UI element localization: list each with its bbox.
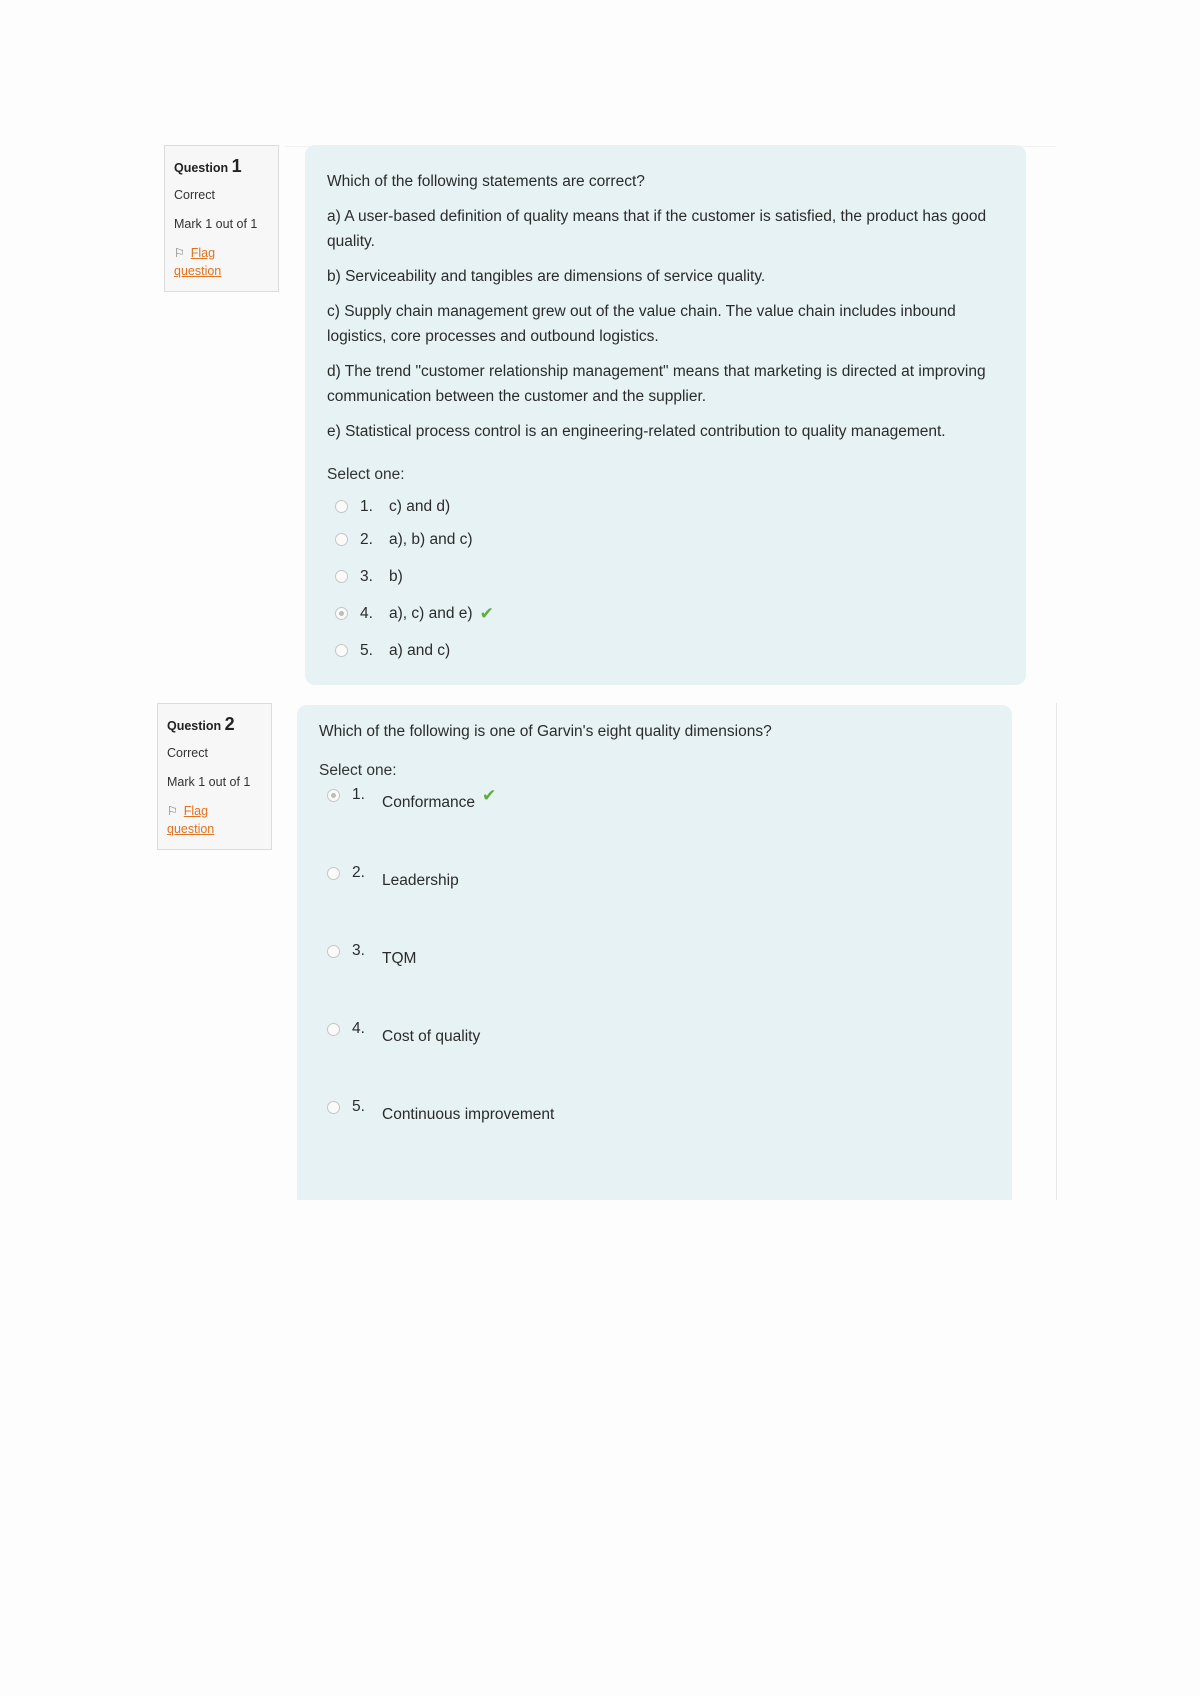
statement-b: b) Serviceability and tangibles are dimensions of service quality. — [327, 268, 766, 285]
select-one-prompt: Select one: — [327, 466, 405, 483]
right-divider — [1056, 703, 1057, 1200]
statement-e: e) Statistical process control is an engineering-related contribution to quality management. — [327, 423, 946, 440]
flag-question-link-2[interactable]: ⚐ Flag question — [167, 803, 215, 837]
radio-button-checked[interactable] — [327, 789, 340, 802]
option-number: 5. — [360, 641, 373, 659]
option-label: Cost of quality — [382, 1028, 481, 1045]
radio-button[interactable] — [335, 644, 348, 657]
option-label: Continuous improvement — [382, 1106, 555, 1123]
option-number: 1. — [352, 786, 365, 803]
radio-button[interactable] — [335, 533, 348, 546]
option-number: 2. — [360, 530, 373, 548]
statement-a: a) A user-based definition of quality means that if the customer is satisfied, the product has good quality. — [327, 208, 987, 250]
option-number: 3. — [360, 567, 373, 585]
answer-option-selected[interactable] — [327, 595, 1004, 632]
question-stem: Which of the following statements are correct? — [327, 173, 645, 190]
option-number: 1. — [360, 497, 373, 515]
option-number: 4. — [360, 604, 373, 622]
radio-button[interactable] — [327, 1023, 340, 1036]
question-text-1 — [327, 169, 1004, 444]
option-label: b) — [389, 567, 403, 585]
question-info-1 — [164, 145, 279, 292]
answer-option-selected[interactable] — [319, 786, 990, 864]
check-icon: ✔ — [479, 603, 494, 623]
option-label: a), c) and e) — [389, 604, 473, 622]
question-text-2 — [319, 719, 990, 744]
question-info-2 — [157, 703, 272, 850]
option-number: 2. — [352, 864, 365, 881]
option-label: Conformance — [382, 794, 476, 811]
answer-option[interactable] — [319, 1020, 990, 1098]
question-1 — [150, 145, 1058, 685]
option-label: a), b) and c) — [389, 530, 473, 548]
option-number: 3. — [352, 942, 365, 959]
question-content-1 — [305, 145, 1026, 685]
question-grade-2: Mark 1 out of 1 — [167, 774, 251, 789]
question-stem: Which of the following is one of Garvin's eight quality dimensions? — [319, 723, 772, 740]
radio-button[interactable] — [327, 1101, 340, 1114]
answer-option[interactable] — [327, 521, 1004, 558]
answer-option[interactable] — [319, 942, 990, 1020]
select-one-prompt: Select one: — [319, 762, 397, 779]
answer-options-2 — [319, 786, 990, 1176]
question-state-2: Correct — [167, 745, 208, 760]
answer-option[interactable] — [327, 492, 1004, 521]
flag-icon: ⚐ — [167, 803, 178, 818]
radio-button[interactable] — [335, 570, 348, 583]
radio-button[interactable] — [327, 945, 340, 958]
check-icon: ✔ — [482, 786, 497, 805]
question-number-2: Question 2 — [167, 714, 235, 734]
answer-option[interactable] — [319, 1098, 990, 1176]
answer-options-1 — [327, 492, 1004, 669]
option-label: TQM — [382, 950, 417, 967]
option-label: a) and c) — [389, 641, 451, 659]
answer-option[interactable] — [327, 558, 1004, 595]
answer-option[interactable] — [319, 864, 990, 942]
radio-button[interactable] — [335, 500, 348, 513]
flag-icon: ⚐ — [174, 245, 185, 260]
question-number-1: Question 1 — [174, 156, 242, 176]
radio-button-checked[interactable] — [335, 607, 348, 620]
flag-question-link-1[interactable]: ⚐ Flag question — [174, 245, 222, 279]
question-grade-1: Mark 1 out of 1 — [174, 216, 258, 231]
option-label: c) and d) — [389, 497, 451, 515]
question-state-1: Correct — [174, 187, 215, 202]
option-number: 4. — [352, 1020, 365, 1037]
option-label: Leadership — [382, 872, 459, 889]
question-content-2 — [297, 705, 1012, 1200]
question-2 — [141, 703, 1058, 1200]
answer-option[interactable] — [327, 632, 1004, 669]
statement-d: d) The trend "customer relationship management" means that marketing is directed at improving communication between the customer and the supplier. — [327, 363, 986, 405]
option-number: 5. — [352, 1098, 365, 1115]
radio-button[interactable] — [327, 867, 340, 880]
statement-c: c) Supply chain management grew out of the value chain. The value chain includes inbound logistics, core processes and outbound logistics. — [327, 303, 956, 345]
